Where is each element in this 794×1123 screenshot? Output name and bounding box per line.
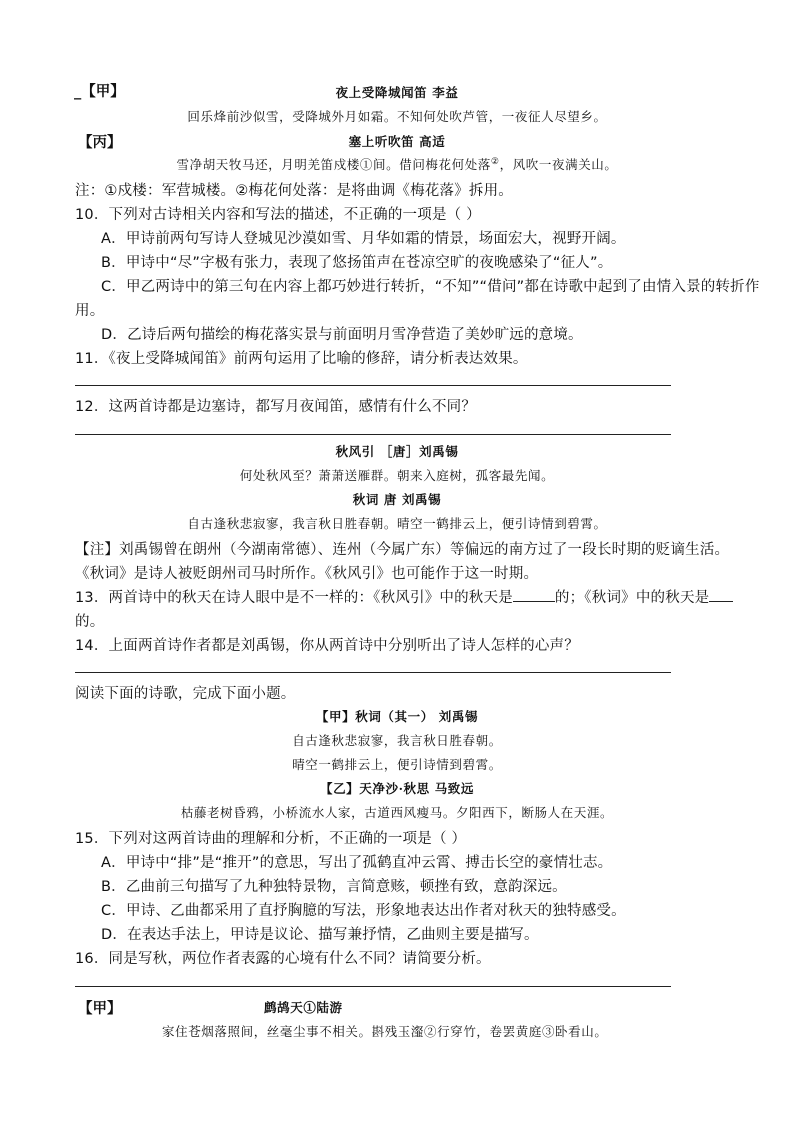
poem-text-qiuci: 自古逢秋悲寂寥，我言秋日胜春朝。晴空一鹤排云上，便引诗情到碧霄。 [187, 516, 607, 531]
question-11: 11．《夜上受降城闻笛》前两句运用了比喻的修辞，请分析表达效果。 [75, 351, 528, 367]
annotation-line-1: 【注】刘禹锡曾在朗州（今湖南常德）、连州（今属广东）等偏远的南方过了一段长时期的贬谪生活。 [75, 542, 730, 558]
poem-text-tianjingsha: 枯藤老树昏鸦，小桥流水人家，古道西风瘦马。夕阳西下，断肠人在天涯。 [180, 805, 614, 820]
question-10-option-c-cont: 用。 [75, 303, 105, 319]
question-15-option-d: D．在表达手法上，甲诗是议论、描写兼抒情，乙曲则主要是描写。 [101, 927, 539, 943]
question-10-option-c: C．甲乙两诗中的第三句在内容上都巧妙进行转折，“不知”“借问”都在诗歌中起到了由情入景的转折作 [101, 279, 760, 295]
question-15-option-c: C．甲诗、乙曲都采用了直抒胸臆的写法，形象地表达出作者对秋天的独特感受。 [101, 903, 626, 919]
poem-title-qiuci-1: 【甲】秋词（其一） 刘禹锡 [315, 709, 479, 724]
question-10-stem: 10．下列对古诗相关内容和写法的描述，不正确的一项是（ ） [75, 207, 481, 223]
poem-zhegutian-part-c: 卧看山。 [555, 1024, 608, 1039]
poem-title-bing: 塞上听吹笛 高适 [348, 134, 446, 149]
question-13-part2: 的；《秋词》中的秋天是 [554, 590, 710, 606]
poem-text-qiufengyin: 何处秋风至？萧萧送雁群。朝来入庭树，孤客最先闻。 [239, 468, 555, 483]
question-14: 14．上面两首诗作者都是刘禹锡，你从两首诗中分别听出了诗人怎样的心声？ [75, 638, 579, 654]
question-12: 12．这两首诗都是边塞诗，都写月夜闻笛，感情有什么不同？ [75, 399, 477, 415]
answer-blank-13b[interactable] [709, 587, 733, 602]
poem-title-zhegutian-author: 陆游 [316, 1000, 343, 1015]
note-line: 注：①戍楼：军营城楼。②梅花何处落：是将曲调《梅花落》拆用。 [75, 183, 513, 199]
poem-zhegutian-part-b: 行穿竹，卷罢黄庭 [437, 1024, 542, 1039]
answer-line-12[interactable] [75, 434, 671, 435]
jia-label-2: 【甲】 [78, 1001, 122, 1017]
question-13 [75, 586, 733, 607]
question-13-part1: 13．两首诗中的秋天在诗人眼中是不一样的：《秋风引》中的秋天是 [75, 590, 513, 606]
answer-blank-13a[interactable] [513, 587, 555, 602]
poem-text-zhegutian [162, 1022, 607, 1040]
poem-title-qiufengyin: 秋风引 ［唐］刘禹锡 [335, 444, 459, 459]
poem-text-qiuci-line2: 晴空一鹤排云上，便引诗情到碧霄。 [292, 757, 502, 772]
question-13-end: 的。 [75, 614, 105, 630]
bing-label: 【丙】 [78, 135, 122, 151]
question-10-option-b: B．甲诗中“尽”字极有张力，表现了悠扬笛声在苍凉空旷的夜晚感染了“征人”。 [101, 255, 613, 271]
poem-title-zhegutian-name: 鹧鸪天 [264, 1000, 304, 1015]
question-15-option-b: B．乙曲前三句描写了九种独特景物，言简意赅，顿挫有致，意韵深远。 [101, 879, 567, 895]
footnote-marker-huangting: ③ [541, 1024, 556, 1039]
poem-zhegutian-part-a: 家住苍烟落照间，丝毫尘事不相关。斟残玉瀣 [162, 1024, 425, 1039]
question-10-option-a: A．甲诗前两句写诗人登城见沙漠如雪、月华如霜的情景，场面宏大，视野开阔。 [101, 231, 626, 247]
poem-bing-part-b: 间。借问梅花何处落 [373, 157, 491, 172]
poem-text-jia: 回乐烽前沙似雪，受降城外月如霜。不知何处吹芦管，一夜征人尽望乡。 [187, 109, 607, 124]
question-10-option-d: D．乙诗后两句描绘的梅花落实景与前面明月雪净营造了美妙旷远的意境。 [101, 327, 583, 343]
footnote-marker-yuxie: ② [424, 1024, 438, 1039]
reading-intro: 阅读下面的诗歌，完成下面小题。 [75, 686, 296, 702]
poem-title-tianjingsha: 【乙】天净沙·秋思 马致远 [319, 781, 474, 796]
footnote-marker-title: ① [303, 1000, 317, 1015]
answer-line-11[interactable] [75, 385, 671, 386]
question-15-option-a: A．甲诗中“排”是“推开”的意思，写出了孤鹤直冲云霄、搏击长空的豪情壮志。 [101, 855, 613, 871]
poem-text-bing [0, 155, 794, 173]
poem-title-jia: 夜上受降城闻笛 李益 [335, 85, 459, 100]
footnote-marker-1: ① [359, 157, 374, 172]
jia-label: _【甲】 [74, 84, 125, 100]
poem-bing-part-a: 雪净胡天牧马还，月明羌笛戍楼 [176, 157, 360, 172]
footnote-marker-2: ② [490, 156, 500, 167]
poem-bing-part-c: ，风吹一夜满关山。 [499, 157, 618, 172]
question-15-stem: 15．下列对这两首诗曲的理解和分析，不正确的一项是（ ） [75, 831, 467, 847]
answer-line-14[interactable] [75, 672, 671, 673]
poem-text-qiuci-line1: 自古逢秋悲寂寥，我言秋日胜春朝。 [292, 733, 502, 748]
question-16: 16．同是写秋，两位作者表露的心境有什么不同？请简要分析。 [75, 951, 491, 967]
poem-title-zhegutian [264, 998, 343, 1016]
poem-title-qiuci: 秋词 唐 刘禹锡 [352, 492, 442, 507]
annotation-line-2: 《秋词》是诗人被贬朗州司马时所作。《秋风引》也可能作于这一时期。 [75, 566, 539, 582]
answer-line-16[interactable] [75, 986, 671, 987]
